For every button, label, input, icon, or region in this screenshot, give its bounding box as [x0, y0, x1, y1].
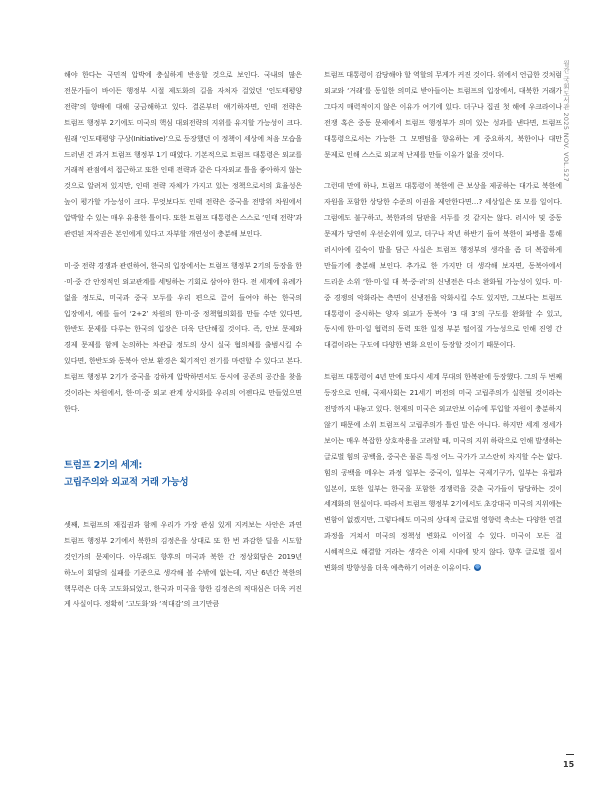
body-paragraph: 해야 한다는 국민적 압박에 충실하게 반응할 것으로 보인다. 국내의 많은 전문가들이 바이든 행정부 시절 제도화의 길을 자처자 걸었던 ‘인도태평양 전략’의 향배에 대해 궁금해하고 있다. 결론부터 얘기하자면, 인태 전략은 트럼프 행정부 2기에도 미국의 핵심 대외전략의 지위를 유지할 가능성이 크다. 원래 ‘인도태평양 구상(Initiative)’으로 등장했던 이 정책이 세상에 처음 모습을 드러낸 건 과거 트럼프 행정부 1기 때였다. 기본적으로 트럼프 대통령은 외교를 거래적 관점에서 접근하고 또한 인태 전략과 같은 다자외교 틀을 좋아하지 않는 것으로 알려져 있지만, 인태 전략 자체가 가지고 있는 정책으로서의 효율성은 높이 평가할 가능성이 크다. 무엇보다도 인태 전략은 중국을 전방위 차원에서 압박할 수 있는 매우 유용한 틀이다. 또한 트럼프 대통령은 스스로 ‘인태 전략’과 관련된 저작권은 본인에게 있다고 자부할 개연성이 충분해 보인다. — [64, 70, 302, 239]
body-paragraph — [324, 369, 562, 576]
paragraph-gap — [64, 242, 302, 258]
page-number: 15 — [563, 760, 575, 769]
body-paragraph: 미·중 전략 경쟁과 관련하여, 한국의 입장에서는 트럼프 행정부 2기의 등장을 한·미·중 간 안정적인 외교관계를 세팅하는 기회로 삼아야 한다. 전 세계에 유례가 없을 정도로, 미국과 중국 모두를 우리 편으로 끌어 들여야 하는 한국의 입장에서, 예를 들어 ‘2+2’ 차원의 한·미·중 정책협의회를 만들 수만 있다면, 한반도 문제를 다루는 한국의 입장은 더욱 단단해질 것이다. 즉, 안보 문제와 경제 문제를 함께 논의하는 차관급 정도의 상시 실국 협의체를 출범시킬 수 있다면, 한반도와 동북아 안보 환경은 획기적인 전기를 마련할 수 있다고 본다. 트럼프 행정부 2기가 중국을 강하게 압박하면서도 동시에 공존의 공간을 찾을 것이라는 차원에서, 한·미·중 외교 관계 상시화를 우리의 어젠다로 만들었으면 한다. — [64, 260, 302, 414]
final-paragraph-text: 트럼프 대통령이 4년 만에 또다시 세계 무대의 한복판에 등장했다. 그의 두 번째 등장으로 인해, 국제사회는 21세기 버전의 미국 고립주의가 실현될 것이라는 전망까지 내놓고 있다. 현재의 미국은 외교안보 이슈에 투입할 자원이 충분하지 않기 때문에 소위 트럼프식 고립주의가 틀린 말은 아니다. 하지만 세계 정세가 보이는 매우 복잡한 상호작용을 고려할 때, 미국의 지위 하락으로 인해 발생하는 글로벌 힘의 공백을, 중국은 물론 특정 어느 국가가 고스란히 차지할 수는 없다. 힘의 공백을 메우는 과정 일부는 중국이, 일부는 국제기구가, 일부는 유럽과 일본이, 또한 일부는 한국을 포함한 경쟁력을 갖춘 국가들이 담당하는 것이 세계화의 현실이다. 따라서 트럼프 행정부 2기에서도 초강대국 미국의 지위에는 변함이 없겠지만, 그렇다해도 미국의 상대적 글로벌 영향력 축소는 다양한 연결 과정을 거쳐서 미국의 정책성 변화로 이어질 수 있다. 미국이 모든 걸 시혜적으로 해결할 거라는 생각은 이제 시대에 맞지 않다. 향후 글로벌 질서 변화의 방향성을 더욱 예측하기 어려운 이유이다. — [324, 372, 562, 573]
page-number-rule — [566, 754, 574, 755]
body-paragraph: 그런데 만에 하나, 트럼프 대통령이 북한에 큰 보상을 제공하는 대가로 북한에 자원을 포함한 상당한 수준의 이권을 제안한다면…? 세상일은 또 모를 일이다. 그럼에도 불구하고, 북한과의 담판을 서두를 것 같지는 않다. 러시아 및 중동 문제가 당연히 우선순위에 있고, 더구나 작년 하반기 들어 북한이 파병을 통해 러시아에 깊숙이 발을 담근 사실은 트럼프 행정부의 생각을 좀 더 복잡하게 만들기에 충분해 보인다. 추가로 한 가지만 더 생각해 보자면, 동북아에서 드리운 소위 ‘한·미·일 대 북·중·러’의 신냉전은 다소 완화될 가능성이 있다. 미·중 경쟁의 악화라는 측면이 신냉전을 악화시킬 수도 있지만, 그보다는 트럼프 대통령이 중시하는 양자 외교가 동북아 ‘3 대 3’의 구도를 완화할 수 있고, 동시에 한·미·일 협력의 동력 또한 일정 부분 떨어질 가능성으로 인해 진영 간 대결이라는 구도에 다양한 변화 요인이 등장할 것이기 때문이다. — [324, 181, 562, 350]
body-paragraph: 셋째, 트럼프의 재집권과 함께 우리가 가장 관심 있게 지켜보는 사안은 과연 트럼프 행정부 2기에서 북한의 김정은을 상대로 또 한 번 과감한 딜을 시도할 것인가의 문제이다. 아무래도 향후의 미국과 북한 간 정상회담은 2019년 하노이 회담의 실패를 기준으로 생각해 볼 수밖에 없는데, 지난 6년간 북한의 핵무력은 더욱 고도화되었고, 한국과 미국을 향한 김정은의 적대심은 더욱 커진 게 사실이다. 정확히 ‘고도화’와 ‘적대감’의 크기만큼 — [64, 519, 302, 609]
right-column — [324, 67, 562, 576]
body-paragraph: 트럼프 대통령이 감당해야 할 역할의 무게가 커진 것이다. 위에서 언급한 것처럼 외교와 ‘거래’를 동일한 의미로 받아들이는 트럼프의 입장에서, 대북한 거래가 그다지 매력적이지 않은 이유가 여기에 있다. 더구나 집권 첫 해에 우크라이나 전쟁 혹은 중동 문제에서 트럼프 행정부가 의미 있는 성과를 낸다면, 트럼프 대통령으로서는 가능한 그 모멘텀을 향유하는 게 중요하지, 북한이나 대만 문제로 인해 스스로 외교적 난제를 만들 이유가 없을 것이다. — [324, 70, 562, 159]
circle-end-mark-icon — [474, 564, 481, 571]
section-heading-line1: 트럼프 2기의 세계: — [64, 459, 142, 471]
section-heading-line2: 고립주의와 외교적 거래 가능성 — [64, 476, 189, 488]
running-head: 월간 국회도서관 2025 NOV. VOL.527 — [562, 60, 570, 182]
paragraph-gap — [324, 353, 562, 369]
section-heading — [64, 457, 302, 491]
left-column — [64, 67, 302, 612]
paragraph-gap — [324, 162, 562, 178]
